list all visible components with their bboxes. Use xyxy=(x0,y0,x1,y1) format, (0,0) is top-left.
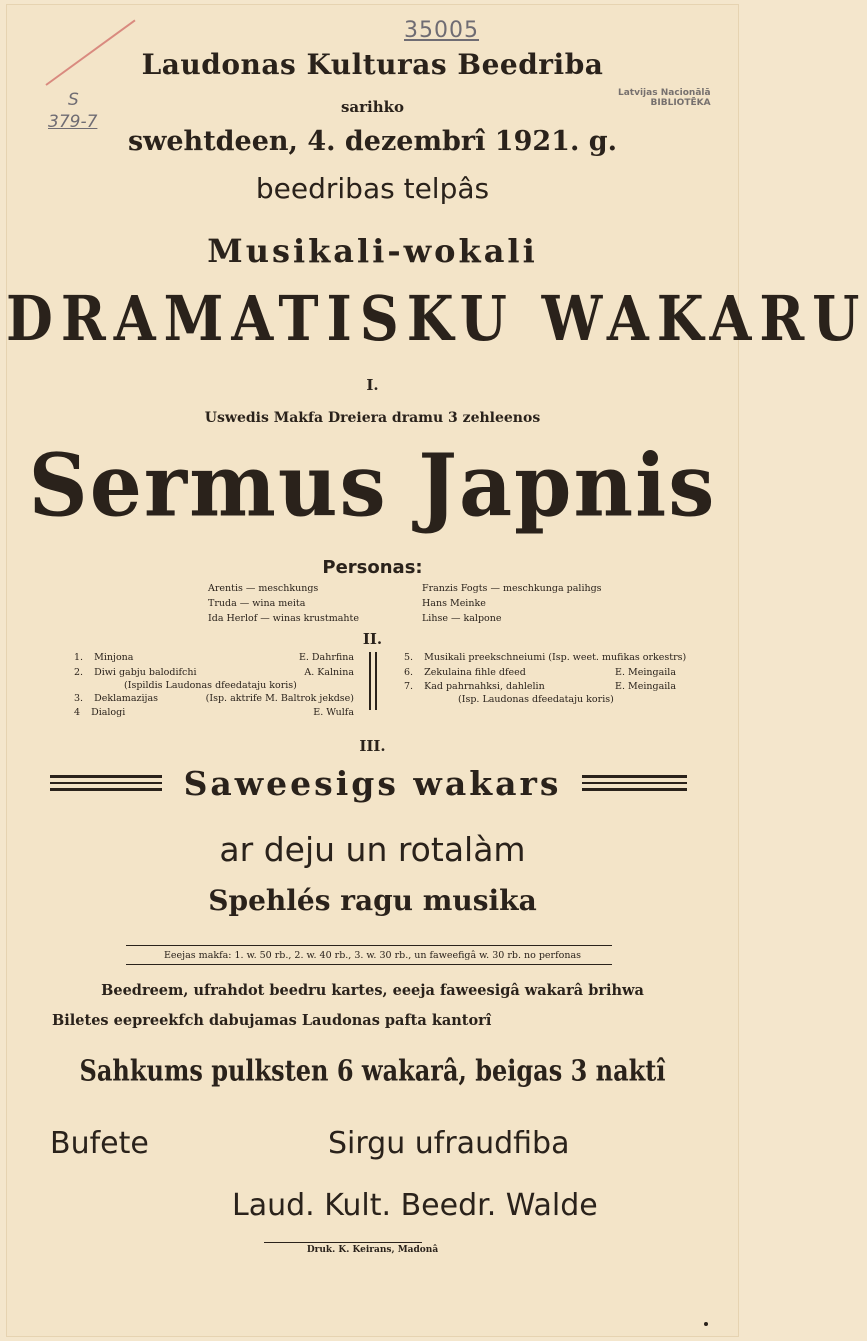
stamp-line-1: Latvijas Nacionālā xyxy=(618,88,711,98)
program-num: 1. xyxy=(74,652,84,663)
program-performer: E. Dahrfina xyxy=(298,652,354,663)
music-line: Spehlés ragu musika xyxy=(208,884,537,917)
program-title: Kad pahrnahksi, dahlelin xyxy=(424,681,545,692)
part-three-numeral: III. xyxy=(359,737,386,755)
poster-sheet xyxy=(6,4,867,1337)
program-divider-right xyxy=(375,652,377,710)
event-subtitle: Musikali-wokali xyxy=(207,232,538,270)
prices-rule-bottom xyxy=(126,964,612,965)
persona-6: Lihse — kalpone xyxy=(422,613,502,624)
personas-left-list xyxy=(208,581,359,626)
personas-right-list xyxy=(422,581,602,626)
program-item-3 xyxy=(74,693,354,704)
program-num: 4 xyxy=(74,707,81,718)
persona-5: Hans Meinke xyxy=(422,598,486,609)
program-item-7 xyxy=(404,681,676,692)
program-num: 3. xyxy=(74,693,84,704)
program-item-5 xyxy=(404,652,687,663)
ticket-prices: Eeejas makfa: 1. w. 50 rb., 2. w. 40 rb., 3. w. 30 rb., un faweefigâ w. 30 rb. no perfonas xyxy=(164,950,581,961)
program-item-4 xyxy=(74,707,354,718)
program-performer: (Isp. aktrife M. Baltrok jekdse) xyxy=(205,693,354,704)
program-num: 5. xyxy=(404,652,414,663)
date-line: swehtdeen, 4. dezembrî 1921. g. xyxy=(127,126,618,157)
program-item-1 xyxy=(74,652,354,663)
ink-speck xyxy=(704,1322,708,1326)
program-num: 2. xyxy=(74,667,84,678)
program-item-2 xyxy=(74,667,354,678)
program-num: 6. xyxy=(404,667,414,678)
dance-line: ar deju un rotalàm xyxy=(219,830,526,869)
society-name: Laudonas Kulturas Beedriba xyxy=(141,48,604,81)
persona-4: Franzis Fogts — meschkunga palihgs xyxy=(422,583,602,594)
venue-line: beedribas telpâs xyxy=(255,172,490,205)
event-title: DRAMATISKU WAKARU xyxy=(6,281,867,355)
tickets-note: Biletes eepreekfch dabujamas Laudonas pafta kantorî xyxy=(52,1012,492,1029)
archive-number: 35005 xyxy=(404,18,479,43)
program-title: Diwi gabju balodifchi xyxy=(94,667,197,678)
persona-2: Truda — wina meita xyxy=(208,598,306,609)
program-item-6 xyxy=(404,667,676,678)
program-title: Dialogi xyxy=(91,707,126,718)
stamp-line-2: BIBLIOTĒKA xyxy=(650,98,711,108)
program-title: (Ispildis Laudonas dfeedataju koris) xyxy=(124,680,297,691)
play-intro: Uswedis Makfa Dreiera dramu 3 zehleenos xyxy=(204,410,541,426)
program-item-7-note xyxy=(458,694,614,705)
program-title: Minjona xyxy=(94,652,134,663)
program-performer: E. Meingaila xyxy=(615,681,676,692)
program-performer: E. Meingaila xyxy=(615,667,676,678)
program-title: Musikali preekschneiumi (Isp. weet. mufikas orkestrs) xyxy=(424,652,687,663)
social-evening-title: Saweesigs wakars xyxy=(183,764,562,803)
persona-1: Arentis — meschkungs xyxy=(208,583,319,594)
program-num: 7. xyxy=(404,681,414,692)
arranges-word: sarihko xyxy=(340,98,405,116)
program-performer: E. Wulfa xyxy=(313,707,354,718)
persona-3: Ida Herlof — winas krustmahte xyxy=(208,613,359,624)
program-title: (Isp. Laudonas dfeedataju koris) xyxy=(458,694,614,705)
printer-credit: Druk. K. Keirans, Madonâ xyxy=(306,1245,439,1255)
board-signature: Laud. Kult. Beedr. Walde xyxy=(232,1188,598,1223)
program-title: Deklamazijas xyxy=(94,693,159,704)
members-note: Beedreem, ufrahdot beedru kartes, eeeja faweesigâ wakarâ brihwa xyxy=(101,982,644,999)
program-divider-left xyxy=(369,652,371,710)
buffet-label: Bufete xyxy=(50,1126,149,1161)
prices-rule-top xyxy=(126,945,612,946)
archive-ref-number: 379-7 xyxy=(48,112,98,132)
program-title: Zekulaina fihle dfeed xyxy=(424,667,526,678)
part-two-numeral: II. xyxy=(362,630,383,648)
program-item-2-note xyxy=(124,680,297,691)
play-title: Sermus Japnis xyxy=(28,435,717,537)
event-times: Sahkums pulksten 6 wakarâ, beigas 3 naktî xyxy=(79,1053,666,1088)
part-one-numeral: I. xyxy=(366,376,379,394)
personas-label: Personas: xyxy=(322,557,423,578)
printer-rule xyxy=(264,1242,422,1243)
fire-watch-label: Sirgu ufraudfiba xyxy=(328,1126,570,1161)
archive-ref-s: S xyxy=(68,90,79,110)
program-performer: A. Kalnina xyxy=(304,667,354,678)
